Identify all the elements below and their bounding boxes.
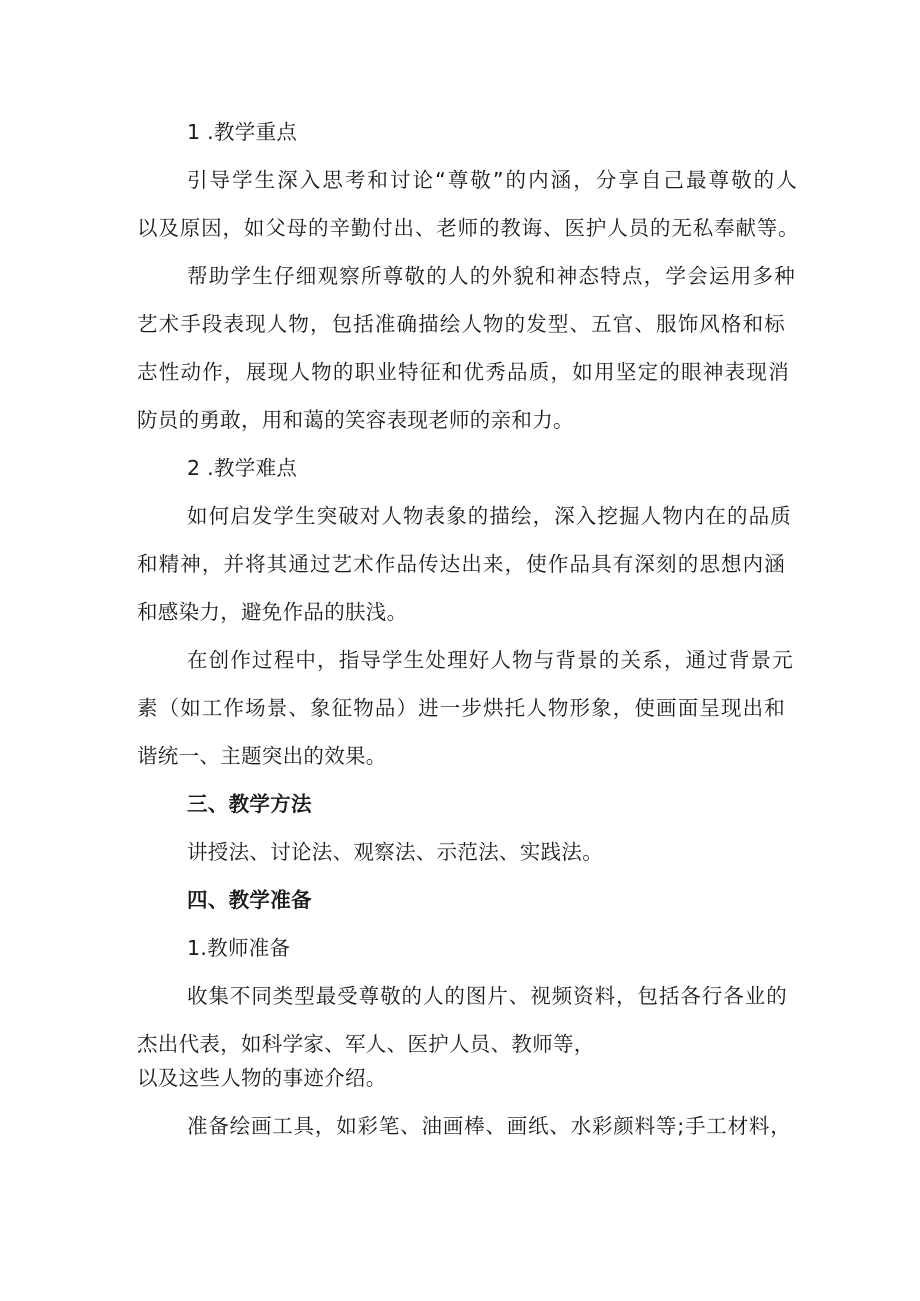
paragraph-line: 帮助学生仔细观察所尊敬的人的外貌和神态特点，学会运用多种 (187, 264, 795, 288)
paragraph-line: 以及原因，如父母的辛勤付出、老师的教诲、医护人员的无私奉献等。 (137, 216, 799, 240)
paragraph-line: 艺术手段表现人物，包括准确描绘人物的发型、五官、服饰风格和标 (137, 312, 785, 336)
paragraph-line: 以及这些人物的事迹介绍。 (137, 1066, 387, 1090)
paragraph-line: 和感染力，避免作品的肤浅。 (137, 600, 408, 624)
paragraph-line: 在创作过程中，指导学生处理好人物与背景的关系，通过背景元 (187, 648, 793, 672)
paragraph-line: 如何启发学生突破对人物表象的描绘，深入挖掘人物内在的品质 (187, 504, 791, 528)
section-heading-teaching-preparation: 四、教学准备 (187, 888, 312, 912)
section-heading-teaching-methods: 三、教学方法 (187, 792, 312, 816)
paragraph-line: 素（如工作场景、象征物品）进一步烘托人物形象，使画面呈现出和 (137, 696, 785, 720)
paragraph-line: 杰出代表，如科学家、军人、医护人员、教师等， (137, 1032, 595, 1056)
paragraph-line: 防员的勇敢，用和蔼的笑容表现老师的亲和力。 (137, 408, 574, 432)
subheading-teaching-difficulty: 2 .教学难点 (187, 456, 298, 480)
paragraph-line: 和精神，并将其通过艺术作品传达出来，使作品具有深刻的思想内涵 (137, 552, 785, 576)
paragraph-line: 收集不同类型最受尊敬的人的图片、视频资料，包括各行各业的 (187, 984, 787, 1008)
paragraph-line: 谐统一、主题突出的效果。 (137, 744, 387, 768)
paragraph-line: 讲授法、讨论法、观察法、示范法、实践法。 (187, 840, 603, 864)
paragraph-line: 准备绘画工具，如彩笔、油画棒、画纸、水彩颜料等;手工材料， (187, 1114, 791, 1138)
subheading-teaching-focus: 1 .教学重点 (187, 120, 298, 144)
paragraph-line: 志性动作，展现人物的职业特征和优秀品质，如用坚定的眼神表现消 (137, 360, 789, 384)
paragraph-line: 引导学生深入思考和讨论“尊敬”的内涵，分享自己最尊敬的人 (187, 168, 797, 192)
subheading-teacher-preparation: 1.教师准备 (187, 936, 291, 960)
